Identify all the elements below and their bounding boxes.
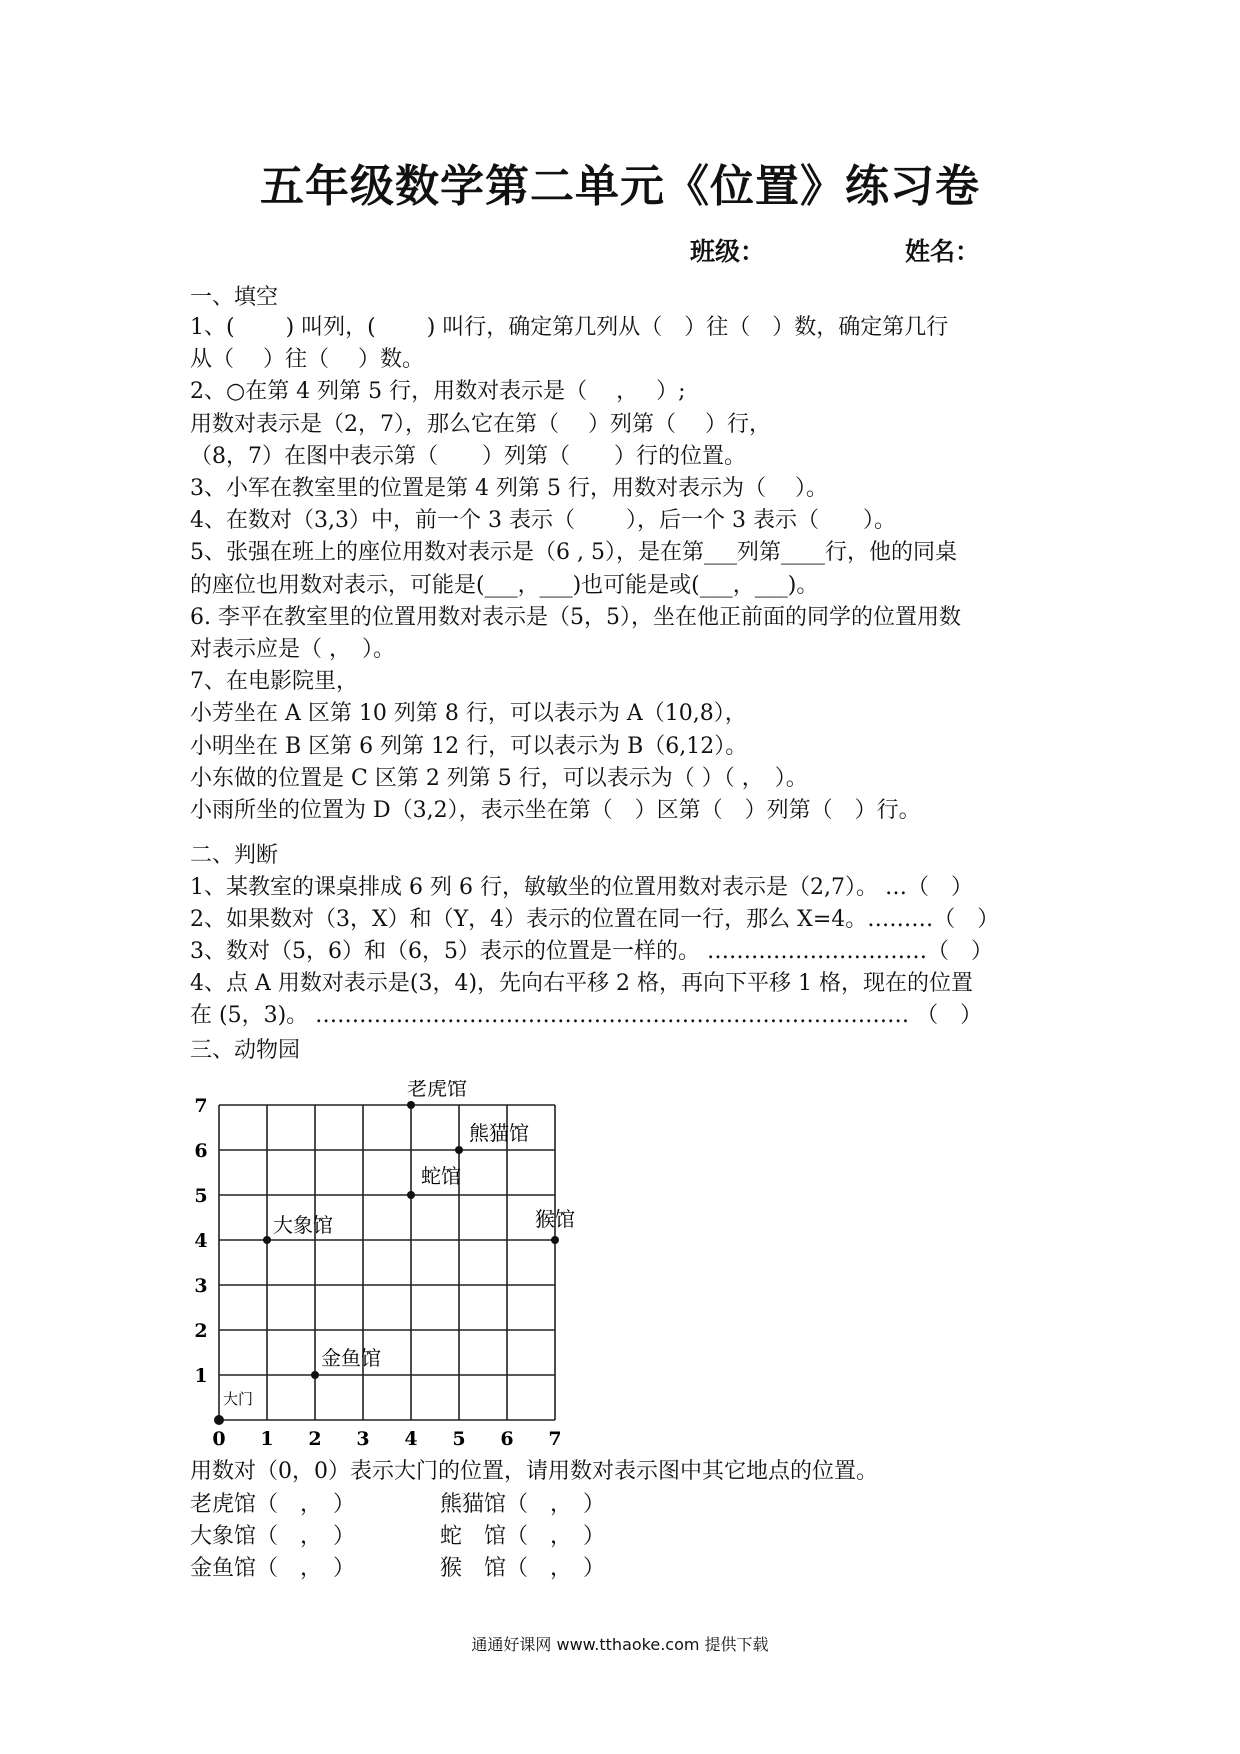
x-tick-label: 3 (356, 1428, 370, 1450)
zoo-map (185, 1080, 605, 1460)
question-line: 小明坐在 B 区第 6 列第 12 行，可以表示为 B（6,12）。 (190, 733, 748, 759)
place-label: 大象馆 (273, 1213, 333, 1237)
question-line: （8，7）在图中表示第（ ）列第（ ）行的位置。 (190, 443, 746, 469)
y-tick-label: 3 (194, 1275, 208, 1297)
x-tick-label: 6 (500, 1428, 514, 1450)
place-label: 熊猫馆 (469, 1121, 529, 1145)
zoo-instruction: 用数对（0，0）表示大门的位置，请用数对表示图中其它地点的位置。 (190, 1459, 878, 1484)
question-line: 4、在数对（3,3）中，前一个 3 表示（ ），后一个 3 表示（ ）。 (190, 508, 896, 534)
place-label: 蛇馆 (421, 1164, 461, 1188)
section3-heading: 三、动物园 (190, 1038, 301, 1063)
place-point (551, 1236, 559, 1244)
section2-heading: 二、判断 (190, 843, 279, 868)
y-tick-label: 7 (194, 1095, 208, 1117)
question-line: 6. 李平在教室里的位置用数对表示是（5，5），坐在他正前面的同学的位置用数 (190, 604, 961, 630)
x-tick-label: 4 (404, 1428, 418, 1450)
place-point (311, 1371, 319, 1379)
question-line: 的座位也用数对表示，可能是(___，___)也可能是或(___，___)。 (190, 572, 819, 598)
answer-item: 大象馆（ ， ） (190, 1524, 356, 1549)
x-tick-label: 5 (452, 1428, 466, 1450)
footer-credit: 通通好课网 www.tthaoke.com 提供下载 (471, 1635, 769, 1654)
question-line: 7、在电影院里， (190, 669, 358, 695)
question-line: 小东做的位置是 C 区第 2 列第 5 行，可以表示为（ ）（ ， ）。 (190, 765, 808, 791)
page-title: 五年级数学第二单元《位置》练习卷 (260, 161, 980, 212)
question-line: 5、张强在班上的座位用数对表示是（6 , 5），是在第___列第____行，他的同桌 (190, 540, 957, 566)
question-line: 4、点 A 用数对表示是(3，4)，先向右平移 2 格，再向下平移 1 格，现在的位置 (190, 971, 974, 996)
answer-item: 熊猫馆（ ， ） (440, 1492, 606, 1517)
place-point (455, 1146, 463, 1154)
question-line: 3、小军在教室里的位置是第 4 列第 5 行，用数对表示为（ ）。 (190, 476, 828, 501)
answer-item: 猴 馆（ ， ） (440, 1556, 606, 1581)
answer-item: 蛇 馆（ ， ） (440, 1524, 606, 1549)
y-tick-label: 1 (194, 1365, 208, 1387)
question-line: 2、如果数对（3，X）和（Y，4）表示的位置在同一行，那么 X=4。………（ ） (190, 907, 1000, 932)
x-tick-label: 1 (260, 1428, 274, 1450)
question-line: 2、○在第 4 列第 5 行，用数对表示是（ ， ）; (190, 379, 686, 405)
question-line: 从（ ）往（ ）数。 (190, 347, 424, 373)
place-label: 老虎馆 (407, 1080, 467, 1100)
place-label: 猴馆 (535, 1207, 575, 1231)
question-line: 小芳坐在 A 区第 10 列第 8 行，可以表示为 A（10,8）， (190, 701, 747, 727)
place-point (214, 1415, 224, 1425)
y-tick-label: 5 (194, 1185, 208, 1207)
answer-item: 老虎馆（ ， ） (190, 1492, 356, 1517)
question-line: 1、( ) 叫列，( ) 叫行，确定第几列从（ ）往（ ）数，确定第几行 (190, 315, 949, 340)
question-line: 对表示应是（ ， ）。 (190, 637, 395, 662)
question-line: 用数对表示是（2，7），那么它在第（ ）列第（ ）行， (190, 411, 771, 437)
question-line: 3、数对（5，6）和（6，5）表示的位置是一样的。 …………………………（ ） (190, 939, 993, 964)
question-line: 小雨所坐的位置为 D（3,2），表示坐在第（ ）区第（ ）列第（ ）行。 (190, 798, 921, 823)
place-label: 大门 (223, 1390, 254, 1408)
y-tick-label: 2 (194, 1320, 208, 1342)
zoo-grid (185, 1080, 605, 1460)
x-tick-label: 7 (548, 1428, 562, 1450)
place-point (263, 1236, 271, 1244)
name-label: 姓名： (905, 237, 981, 266)
question-line: 在 (5，3)。 ……………………………………………………………………… （ ） (190, 1003, 983, 1028)
question-line: 1、某教室的课桌排成 6 列 6 行，敏敏坐的位置用数对表示是（2,7）。 …（ ） (190, 875, 973, 900)
place-label: 金鱼馆 (321, 1346, 381, 1370)
place-point (407, 1191, 415, 1199)
x-tick-label: 0 (212, 1428, 226, 1450)
section1-heading: 一、填空 (190, 285, 279, 310)
y-tick-label: 4 (194, 1230, 208, 1252)
y-tick-label: 6 (194, 1140, 208, 1162)
x-tick-label: 2 (308, 1428, 322, 1450)
class-label: 班级： (690, 237, 766, 266)
answer-item: 金鱼馆（ ， ） (190, 1556, 356, 1581)
place-point (407, 1101, 415, 1109)
